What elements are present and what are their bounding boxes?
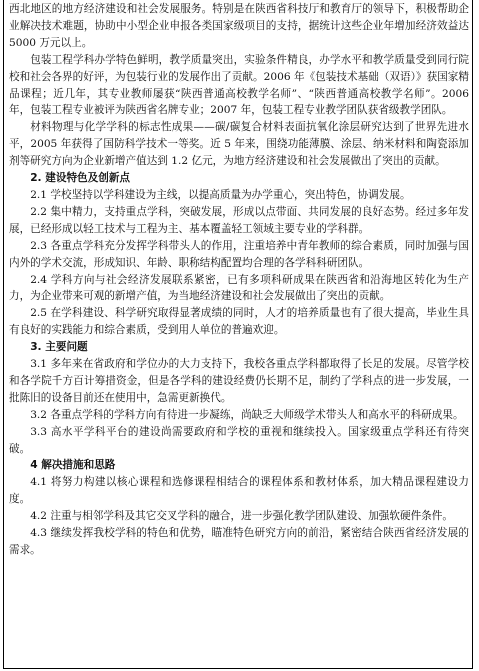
- paragraph-2-5: 2.5 在学科建设、科学研究取得显著成绩的同时，人才的培养质量也有了很大提高，毕业生具有良好的实践能力和综合素质，受到用人单位的普遍欢迎。: [9, 307, 469, 337]
- paragraph-2-3: 2.3 各重点学科充分发挥学科带头人的作用，注重培养中青年教师的综合素质，同时加强与国内外的学术交流，形成知识、年龄、职称结构配置均合理的各学科科研团队。: [9, 239, 469, 269]
- paragraph-2-4: 2.4 学科方向与社会经济发展联系紧密，已有多项科研成果在陕西省和沿海地区转化为生产力，为企业带来可观的新增产值，为当地经济建设和社会发展做出了突出的贡献。: [9, 273, 469, 303]
- section-heading-features: 2. 建设特色及创新点: [30, 172, 131, 185]
- paragraph-materials-physics: 材料物理与化学学科的标志性成果——碳/碳复合材料表面抗氧化涂层研究达到了世界先进水平，2005 年获得了国防科学技术一等奖。近 5 年来，围绕功能薄膜、涂层、纳米材料和陶瓷添加剂等研究方向为企业新增产值达到 1.2 亿元，为地方经济建设和社会发展做出了突出的贡献。: [9, 121, 469, 168]
- paragraph-3-2: 3.2 各重点学科的学科方向有待进一步凝练，尚缺乏大师级学术带头人和高水平的科研成果。: [30, 408, 464, 421]
- paragraph-2-1: 2.1 学校坚持以学科建设为主线，以提高质量为办学重心，突出特色，协调发展。: [30, 188, 411, 201]
- section-heading-solutions: 4 解决措施和思路: [30, 459, 116, 472]
- paragraph-continuation: 西北地区的地方经济建设和社会发展服务。特别是在陕西省科技厅和教育厅的领导下，积极帮助企业解决技术难题，协助中小型企业申报各类国家级项目的支持，据统计这些企业年增加经济效益达 5000 万元以上。: [9, 3, 469, 49]
- paragraph-3-3: 3.3 高水平学科平台的建设尚需要政府和学校的重视和继续投入。国家级重点学科还有待突破。: [9, 425, 469, 455]
- paragraph-2-2: 2.2 集中精力，支持重点学科，突破发展，形成以点带面、共同发展的良好态势。经过多年发展，已经形成以轻工技术与工程为主、基本覆盖轻工领域主要专业的学科群。: [9, 205, 469, 235]
- paragraph-4-3: 4.3 继续发挥我校学科的特色和优势，瞄准特色研究方向的前沿，紧密结合陕西省经济发展的需求。: [9, 527, 469, 556]
- document-body: [9, 1, 469, 559]
- section-heading-problems: 3. 主要问题: [30, 341, 88, 354]
- paragraph-4-1: 4.1 将努力构建以核心课程和选修课程相结合的课程体系和教材体系，加大精品课程建设力度。: [9, 476, 469, 506]
- paragraph-packaging-engineering: 包装工程学科办学特色鲜明，教学质量突出，实验条件精良，办学水平和教学质量受到同行院校和社会各界的好评，为包装行业的发展作出了贡献。2006 年《包装技术基础（双语）》获国家精品课程；近几年，其专业教师屡获“陕西普通高校教学名师”、“陕西普通高校教学名师”。2006 年，包装工程专业被评为陕西省名牌专业；2007 年，包装工程专业教学团队获省级教学团队。: [9, 53, 469, 117]
- paragraph-3-1: 3.1 多年来在省政府和学位办的大力支持下，我校各重点学科都取得了长足的发展。尽管学校和各学院千方百计筹措资金，但是各学科的建设经费仍长期不足，制约了学科点的进一步发展，一批陈旧的设备目前还在使用中，急需更新换代。: [9, 358, 469, 404]
- paragraph-4-2: 4.2 注重与相邻学科及其它交叉学科的融合，进一步强化教学团队建设、加强软硬件条件。: [30, 510, 453, 523]
